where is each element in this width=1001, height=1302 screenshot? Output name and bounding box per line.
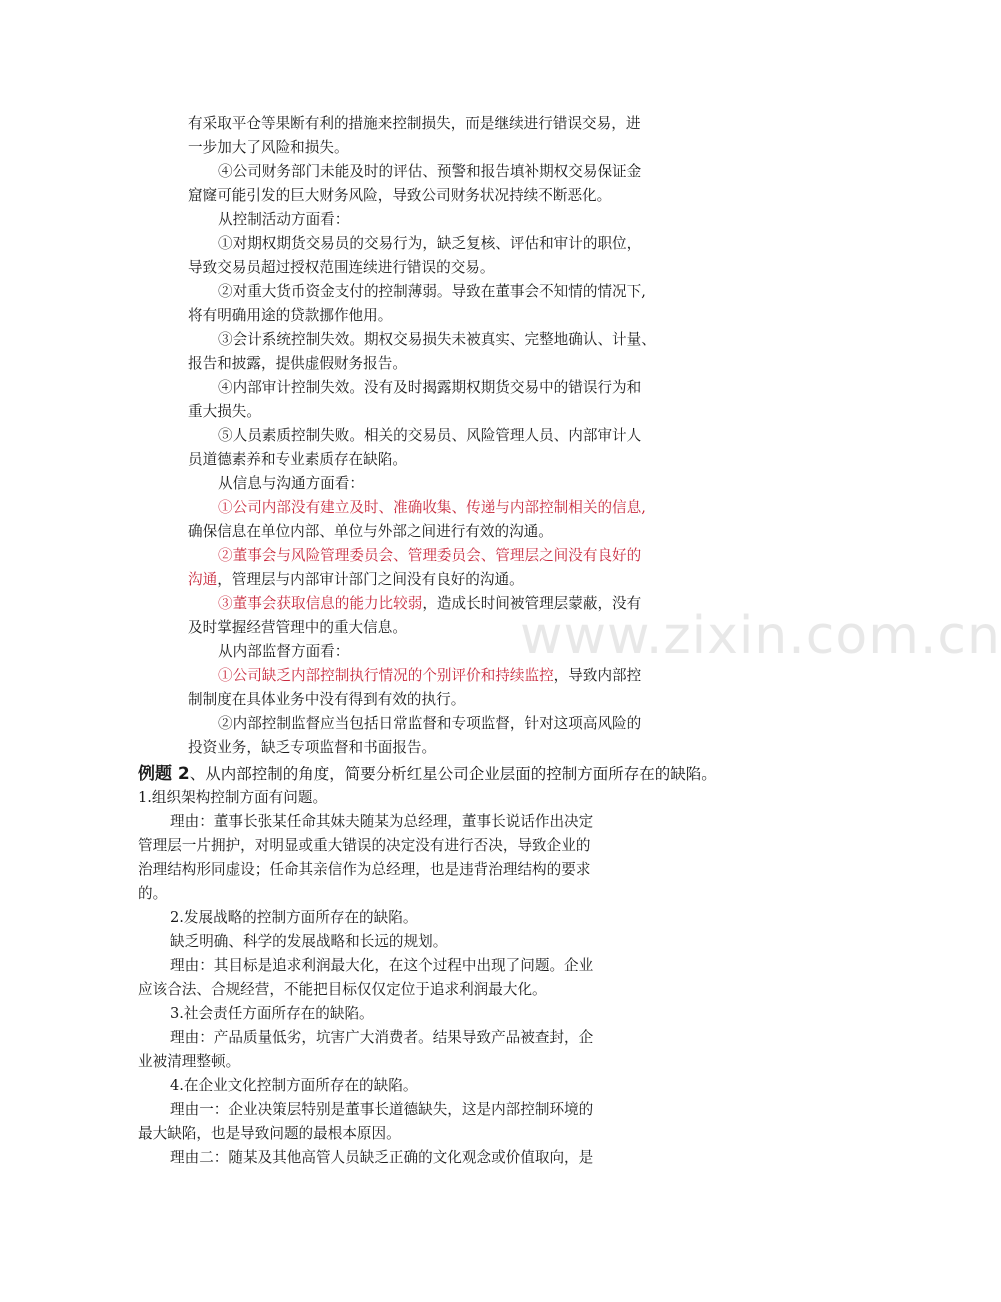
text-line <box>188 570 524 590</box>
text-line: 缺乏明确、科学的发展战略和长远的规划。 <box>170 933 448 950</box>
text-line: ②内部控制监督应当包括日常监督和专项监督，针对这项高风险的 <box>218 715 642 732</box>
text-line: 及时掌握经营管理中的重大信息。 <box>188 619 407 636</box>
internal-monitoring-heading: 从内部监督方面看： <box>218 643 350 660</box>
text-line: ②董事会与风险管理委员会、管理委员会、管理层之间没有良好的 <box>218 547 642 564</box>
highlight-text: ③董事会获取信息的能力比较弱 <box>218 595 423 612</box>
text-line: 确保信息在单位内部、单位与外部之间进行有效的沟通。 <box>188 523 553 540</box>
text-line: 理由：董事长张某任命其妹夫随某为总经理，董事长说话作出决定 <box>170 813 594 830</box>
text-line: 有采取平仓等果断有利的措施来控制损失，而是继续进行错误交易，进 <box>188 115 641 132</box>
text-line: 理由二：随某及其他高管人员缺乏正确的文化观念或价值取向，是 <box>170 1149 594 1166</box>
text-line: 治理结构形同虚设；任命其亲信作为总经理，也是违背治理结构的要求 <box>138 861 591 878</box>
highlight-text: ①公司缺乏内部控制执行情况的个别评价和持续监控 <box>218 667 554 684</box>
text-line: ①对期权期货交易员的交易行为，缺乏复核、评估和审计的职位， <box>218 235 642 252</box>
text-span: ，导致内部控 <box>553 667 642 684</box>
text-line: 报告和披露，提供虚假财务报告。 <box>188 355 407 372</box>
text-span: ，管理层与内部审计部门之间没有良好的沟通。 <box>217 571 524 588</box>
text-line: 3.社会责任方面所存在的缺陷。 <box>170 1005 374 1022</box>
text-line: 窟窿可能引发的巨大财务风险，导致公司财务状况持续不断恶化。 <box>188 187 612 204</box>
text-line: ①公司内部没有建立及时、准确收集、传递与内部控制相关的信息, <box>218 499 646 516</box>
text-line: 理由一：企业决策层特别是董事长道德缺失，这是内部控制环境的 <box>170 1101 594 1118</box>
text-line: 业被清理整顿。 <box>138 1053 241 1070</box>
text-line: 1.组织架构控制方面有问题。 <box>138 789 328 806</box>
text-line: 一步加大了风险和损失。 <box>188 139 349 156</box>
text-line: 4.在企业文化控制方面所存在的缺陷。 <box>170 1077 418 1094</box>
text-line: 将有明确用途的贷款挪作他用。 <box>188 307 393 324</box>
text-line: 重大损失。 <box>188 403 261 420</box>
text-line: 制制度在具体业务中没有得到有效的执行。 <box>188 691 466 708</box>
info-communication-heading: 从信息与沟通方面看： <box>218 475 364 492</box>
text-line: 理由：其目标是追求利润最大化，在这个过程中出现了问题。企业 <box>170 957 594 974</box>
text-line: ③会计系统控制失效。期权交易损失未被真实、完整地确认、计量、 <box>218 331 656 348</box>
text-line: ②对重大货币资金支付的控制薄弱。导致在董事会不知情的情况下, <box>218 283 646 300</box>
text-line: ④内部审计控制失效。没有及时揭露期权期货交易中的错误行为和 <box>218 379 642 396</box>
text-line: 理由：产品质量低劣，坑害广大消费者。结果导致产品被查封，企 <box>170 1029 594 1046</box>
watermark: www.zixin.com.cn <box>520 606 1001 666</box>
example-2-title <box>138 763 717 785</box>
text-line: ④公司财务部门未能及时的评估、预警和报告填补期权交易保证金 <box>218 163 642 180</box>
text-span: ，造成长时间被管理层蒙蔽，没有 <box>422 595 642 612</box>
control-activities-heading: 从控制活动方面看： <box>218 211 350 228</box>
text-line: 投资业务，缺乏专项监督和书面报告。 <box>188 739 437 756</box>
example-label: 例题 2 <box>138 764 190 784</box>
text-line: ⑤人员素质控制失败。相关的交易员、风险管理人员、内部审计人 <box>218 427 642 444</box>
text-line <box>218 666 641 686</box>
text-line: 最大缺陷，也是导致问题的最根本原因。 <box>138 1125 401 1142</box>
text-line: 导致交易员超过授权范围连续进行错误的交易。 <box>188 259 495 276</box>
highlight-text: 沟通 <box>188 571 218 588</box>
text-line: 的。 <box>138 885 168 902</box>
text-line: 2.发展战略的控制方面所存在的缺陷。 <box>170 909 418 926</box>
text-line: 员道德素养和专业素质存在缺陷。 <box>188 451 407 468</box>
text-line <box>218 594 641 614</box>
text-line: 应该合法、合规经营，不能把目标仅仅定位于追求利润最大化。 <box>138 981 547 998</box>
example-title-text: 、从内部控制的角度，简要分析红星公司企业层面的控制方面所存在的缺陷。 <box>189 765 717 783</box>
text-line: 管理层一片拥护，对明显或重大错误的决定没有进行否决，导致企业的 <box>138 837 591 854</box>
